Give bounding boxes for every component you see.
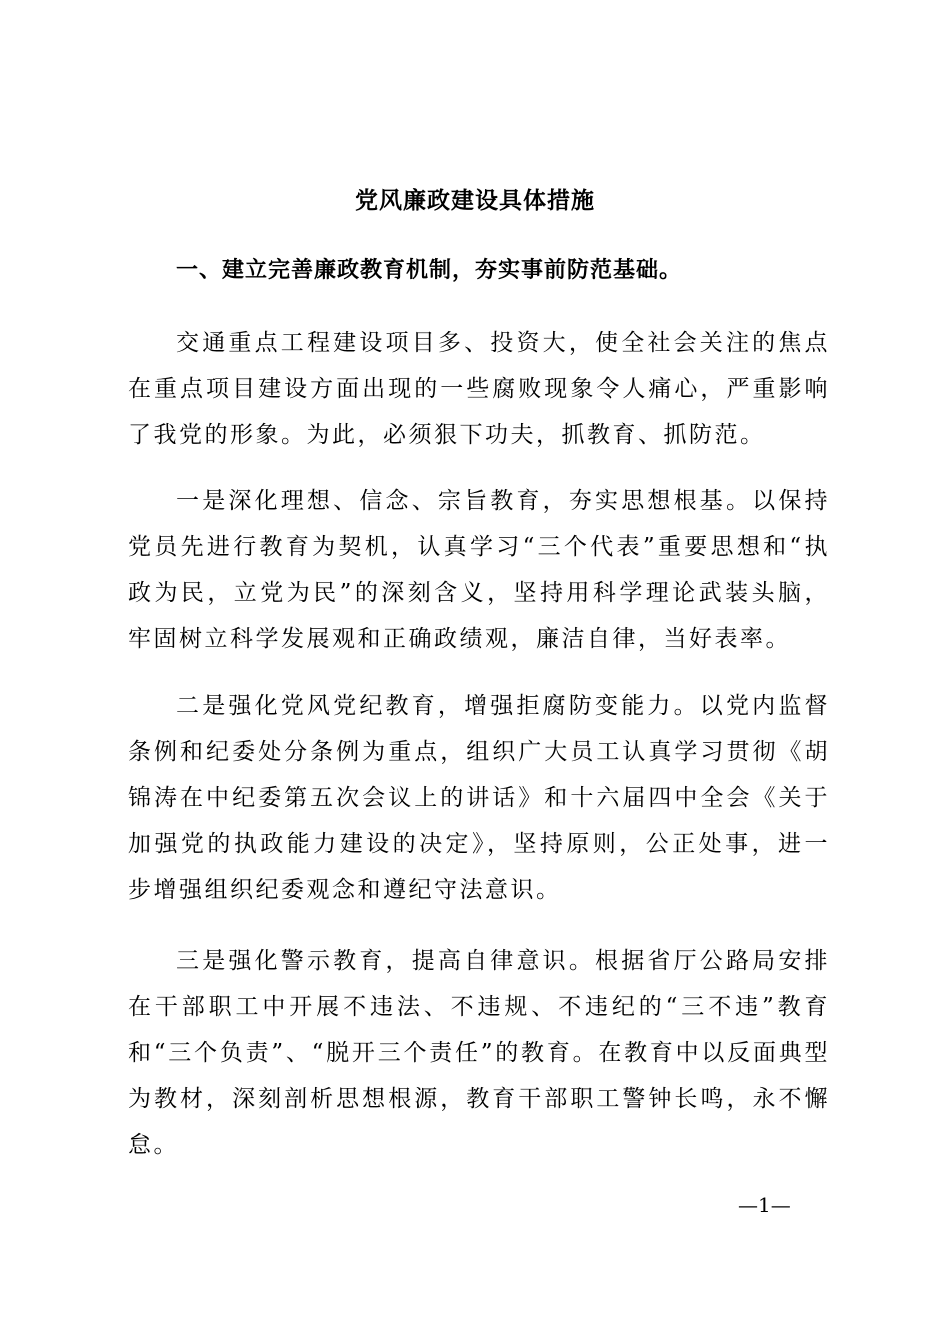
paragraph: 三是强化警示教育，提高自律意识。根据省厅公路局安排在干部职工中开展不违法、不违规、不违纪的“三不违”教育和“三个负责”、“脱开三个责任”的教育。在教育中以反面典型为教材，深刻剖析思想根源，教育干部职工警钟长鸣，永不懈怠。 <box>128 948 830 1158</box>
paragraph: 交通重点工程建设项目多、投资大，使全社会关注的焦点在重点项目建设方面出现的一些腐败现象令人痛心，严重影响了我党的形象。为此，必须狠下功夫，抓教育、抓防范。 <box>128 330 830 448</box>
section-heading: 一、建立完善廉政教育机制，夯实事前防范基础。 <box>176 258 683 283</box>
page-number: —1— <box>738 1193 791 1217</box>
paragraph: 一是深化理想、信念、宗旨教育，夯实思想根基。以保持党员先进行教育为契机，认真学习“三个代表”重要思想和“执政为民，立党为民”的深刻含义，坚持用科学理论武装头脑，牢固树立科学发展观和正确政绩观，廉洁自律，当好表率。 <box>128 488 830 652</box>
paragraph: 二是强化党风党纪教育，增强拒腐防变能力。以党内监督条例和纪委处分条例为重点，组织广大员工认真学习贯彻《胡锦涛在中纪委第五次会议上的讲话》和十六届四中全会《关于加强党的执政能力建设的决定》，坚持原则，公正处事，进一步增强组织纪委观念和遵纪守法意识。 <box>128 693 830 903</box>
document-title: 党风廉政建设具体措施 <box>355 187 595 214</box>
